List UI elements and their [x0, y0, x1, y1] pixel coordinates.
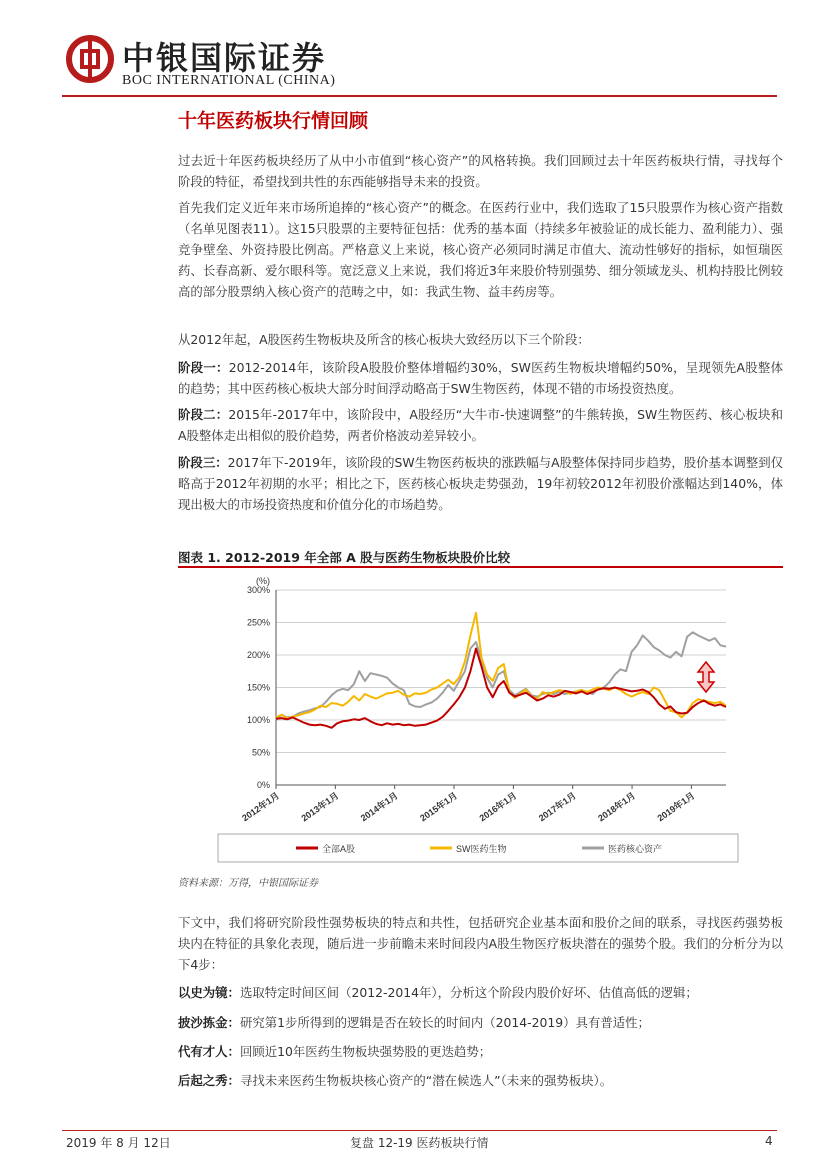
- figure-source: 资料来源：万得，中银国际证券: [178, 878, 318, 889]
- legend-label-a-shares: 全部A股: [322, 844, 356, 854]
- step-4-text: 寻找未来医药生物板块核心资产的“潜在候选人”（未来的强势板块）。: [239, 1073, 613, 1088]
- stage-3-text: 2017年下-2019年，该阶段的SW生物医药板块的涨跌幅与A股整体保持同步趋势，股价基本调整到仅略高于2012年初期的水平；相比之下，医药核心板块走势强劲，19年初较2012年初股价涨幅达到140%，体现出极大的市场投资热度和价值分化的市场趋势。: [178, 455, 783, 512]
- x-tick-label: 2015年1月: [418, 790, 460, 824]
- page-number: 4: [765, 1134, 773, 1148]
- y-axis-unit: (%): [256, 576, 270, 586]
- x-tick-label: 2018年1月: [596, 790, 638, 824]
- step-2: [178, 1012, 783, 1033]
- stage-1-label: 阶段一：: [178, 360, 229, 375]
- footer-divider: [62, 1130, 777, 1131]
- step-3: [178, 1041, 783, 1062]
- y-tick-label: 300%: [246, 585, 270, 595]
- step-1: [178, 982, 783, 1003]
- y-tick-label: 200%: [246, 650, 270, 660]
- step-1-label: 以史为镜：: [178, 985, 240, 1000]
- step-4-label: 后起之秀：: [178, 1073, 240, 1088]
- paragraph-analysis-intro: 下文中，我们将研究阶段性强势板块的特点和共性，包括研究企业基本面和股价之间的联系，寻找医药强势板块内在特征的具象化表现，随后进一步前瞻未来时间段内A股生物医疗板块潜在的强势个股。我们的分析分为以下4步：: [178, 915, 783, 972]
- y-tick-label: 0%: [256, 780, 270, 790]
- x-tick-label: 2014年1月: [358, 790, 400, 824]
- x-tick-label: 2019年1月: [655, 790, 697, 824]
- y-tick-label: 50%: [251, 747, 270, 758]
- paragraph-intro: 过去近十年医药板块经历了从中小市值到“核心资产”的风格转换。我们回顾过去十年医药板块行情，寻找每个阶段的特征，希望找到共性的东西能够指导未来的投资。: [178, 153, 783, 189]
- figure-title-underline: [178, 566, 783, 568]
- paragraph-stages-intro: 从2012年起，A股医药生物板块及所含的核心板块大致经历以下三个阶段：: [178, 332, 590, 347]
- footer-date: 2019 年 8 月 12日: [66, 1136, 171, 1150]
- step-4: [178, 1070, 783, 1091]
- stage-2-text: 2015年-2017年中，该阶段中，A股经历“大牛市-快速调整”的牛熊转换，SW生物医药、核心板块和A股整体走出相似的股价趋势，两者价格波动差异较小。: [178, 407, 783, 443]
- stage-3-label: 阶段三：: [178, 455, 228, 470]
- x-tick-label: 2013年1月: [299, 790, 341, 824]
- paragraph-stage-2: [178, 404, 783, 446]
- step-3-text: 回顾近10年医药生物板块强势股的更迭趋势；: [239, 1044, 492, 1059]
- footer-title: 复盘 12-19 医药板块行情: [350, 1136, 489, 1150]
- series-line-core-assets: [276, 632, 726, 720]
- step-2-text: 研究第1步所得到的逻辑是否在较长的时间内（2014-2019）具有普适性；: [239, 1015, 650, 1030]
- y-tick-label: 100%: [246, 715, 270, 725]
- figure-title: 图表 1. 2012-2019 年全部 A 股与医药生物板块股价比较: [178, 550, 511, 565]
- chart-svg: [178, 570, 783, 870]
- stage-1-text: 2012-2014年，该阶段A股股价整体增幅约30%，SW医药生物板块增幅约50%，呈现领先A股整体的趋势；其中医药核心板块大部分时间浮动略高于SW生物医药，体现不错的市场投资热度。: [178, 360, 784, 396]
- step-1-text: 选取特定时间区间（2012-2014年），分析这个阶段内股价好坏、估值高低的逻辑；: [239, 985, 698, 1000]
- x-tick-label: 2017年1月: [536, 790, 578, 824]
- brand-name-cn: 中银国际证券: [122, 39, 327, 77]
- y-tick-label: 150%: [246, 682, 270, 693]
- header-divider: [62, 95, 777, 97]
- step-3-label: 代有才人：: [178, 1044, 240, 1059]
- boc-logo-icon: [66, 35, 114, 83]
- paragraph-stage-1: [178, 357, 783, 399]
- paragraph-core-assets: 首先我们定义近年来市场所追捧的“核心资产”的概念。在医药行业中，我们选取了15只股票作为核心资产指数（名单见图表11）。这15只股票的主要特征包括：优秀的基本面（持续多年被验证的成长能力、盈利能力）、强竞争壁垒、外资持股比例高。严格意义上来说，核心资产必须同时满足市值大、流动性够好的指标，如恒瑞医药、长春高新、爱尔眼科等。宽泛意义上来说，我们将近3年来股价特别强势、细分领域龙头、机构持股比例较高的部分股票纳入核心资产的范畴之中，如：我武生物、益丰药房等。: [178, 200, 783, 299]
- paragraph-stage-3: [178, 452, 783, 515]
- step-2-label: 披沙拣金：: [178, 1015, 240, 1030]
- legend-label-sw-pharma: SW医药生物: [456, 844, 507, 854]
- x-tick-label: 2016年1月: [477, 790, 519, 824]
- y-tick-label: 250%: [246, 617, 270, 628]
- legend-label-core-assets: 医药核心资产: [608, 844, 663, 854]
- brand-name-en: BOC INTERNATIONAL (CHINA): [122, 73, 336, 88]
- x-tick-label: 2012年1月: [240, 790, 282, 824]
- stock-price-chart: [178, 570, 783, 870]
- section-title: 十年医药板块行情回顾: [178, 110, 369, 132]
- stage-2-label: 阶段二：: [178, 407, 229, 422]
